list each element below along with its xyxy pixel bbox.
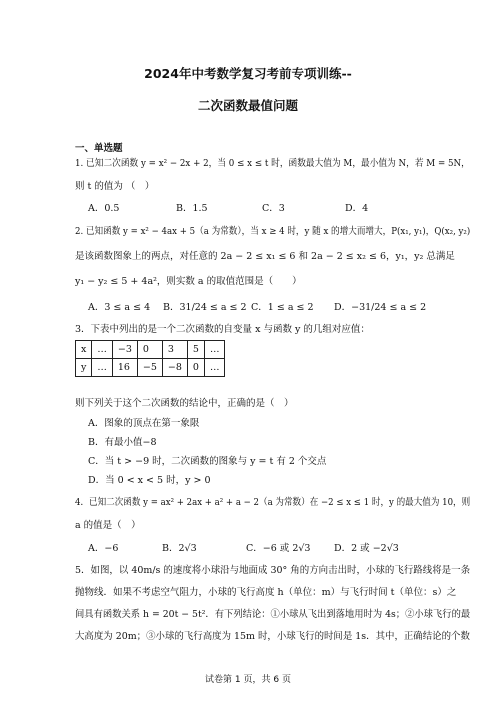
page-title: 2024年中考数学复习考前专项训练-- xyxy=(144,66,352,81)
q1-option-c: C．3 xyxy=(262,203,285,214)
page-subtitle: 二次函数最值问题 xyxy=(197,98,298,113)
q1-option-b: B．1.5 xyxy=(176,203,208,214)
q5-stem-line2: 抛物线．如果不考虑空气阻力，小球的飞行高度 h（单位：m）与飞行时间 t（单位：s）之 xyxy=(75,587,457,598)
q3-option-b: B．有最小值−8 xyxy=(88,437,157,448)
q2-stem-line1: 2. 已知函数 y = x² − 4ax + 5（a 为常数），当 x ≥ 4 时，y 随 x 的增大而增大，P(x₁, y₁)，Q(x₂, y₂) xyxy=(75,226,471,237)
table-cell: y xyxy=(76,359,92,377)
table-row-y xyxy=(76,359,225,377)
q3-stem-line2: 则下列关于这个二次函数的结论中，正确的是（ ） xyxy=(75,398,294,409)
q4-stem-line2: a 的值是（ ） xyxy=(75,520,141,531)
table-cell: 0 xyxy=(137,341,162,359)
q4-stem-line1: 4．已知二次函数 y = ax² + 2ax + a² + a − 2（a 为常数）在 −2 ≤ x ≤ 1 时，y 的最大值为 10，则 xyxy=(75,497,471,508)
q3-option-d: D．当 0 < x < 5 时，y > 0 xyxy=(88,475,211,486)
q3-option-a: A．图象的顶点在第一象限 xyxy=(88,418,200,429)
q5-stem-line4: 大高度为 20m；③小球的飞行高度为 15m 时，小球飞行的时间是 1s．其中，正确结论的个数 xyxy=(75,631,470,642)
table-cell: −5 xyxy=(137,359,162,377)
q5-stem-line3: 间具有函数关系 h = 20t − 5t²．有下列结论：①小球从飞出到落地用时为 4s；②小球飞行的最 xyxy=(75,609,471,620)
table-cell: … xyxy=(92,359,113,377)
q2-option-b: B．31/24 ≤ a ≤ 2 xyxy=(163,302,247,313)
table-cell: −3 xyxy=(112,341,137,359)
q2-stem-line3: y₁ − y₂ ≤ 5 + 4a²，则实数 a 的取值范围是（ ） xyxy=(75,276,302,287)
q1-stem-line2: 则 t 的值为 （ ） xyxy=(75,181,155,192)
table-cell: −8 xyxy=(162,359,187,377)
q1-option-d: D．4 xyxy=(345,203,369,214)
table-cell: 0 xyxy=(187,359,204,377)
q3-option-c: C．当 t > −9 时，二次函数的图象与 y = t 有 2 个交点 xyxy=(88,456,327,467)
table-cell: 16 xyxy=(112,359,137,377)
table-row-x xyxy=(76,341,225,359)
value-table xyxy=(75,340,225,377)
q1-option-a: A．0.5 xyxy=(88,203,120,214)
q1-stem-line1: 1. 已知二次函数 y = x² − 2x + 2，当 0 ≤ x ≤ t 时，函数最大值为 M，最小值为 N，若 M = 5N， xyxy=(75,158,470,169)
q2-option-a: A．3 ≤ a ≤ 4 xyxy=(88,302,151,313)
q4-option-b: B．2√3 xyxy=(162,543,197,554)
table-cell: 5 xyxy=(187,341,204,359)
table-cell: … xyxy=(92,341,113,359)
section-heading: 一、单选题 xyxy=(75,143,123,154)
table-cell: … xyxy=(204,341,225,359)
table-cell: x xyxy=(76,341,92,359)
q2-stem-line2: 是该函数图象上的两点，对任意的 2a − 2 ≤ x₁ ≤ 6 和 2a − 2 ≤ x₂ ≤ 6，y₁，y₂ 总满足 xyxy=(75,251,455,262)
q2-option-d: D．−31/24 ≤ a ≤ 2 xyxy=(334,302,427,313)
q5-stem-line1: 5．如图，以 40m/s 的速度将小球沿与地面成 30° 角的方向击出时，小球的飞行路线将是一条 xyxy=(75,565,471,576)
q4-option-c: C．−6 或 2√3 xyxy=(246,543,311,554)
table-cell: 3 xyxy=(162,341,187,359)
table-cell: … xyxy=(204,359,225,377)
page-footer: 试卷第 1 页，共 6 页 xyxy=(205,675,291,685)
q3-stem-line1: 3．下表中列出的是一个二次函数的自变量 x 与函数 y 的几组对应值： xyxy=(75,324,370,335)
q2-option-c: C．1 ≤ a ≤ 2 xyxy=(251,302,314,313)
q4-option-a: A．−6 xyxy=(88,543,119,554)
q4-option-d: D．2 或 −2√3 xyxy=(334,543,399,554)
